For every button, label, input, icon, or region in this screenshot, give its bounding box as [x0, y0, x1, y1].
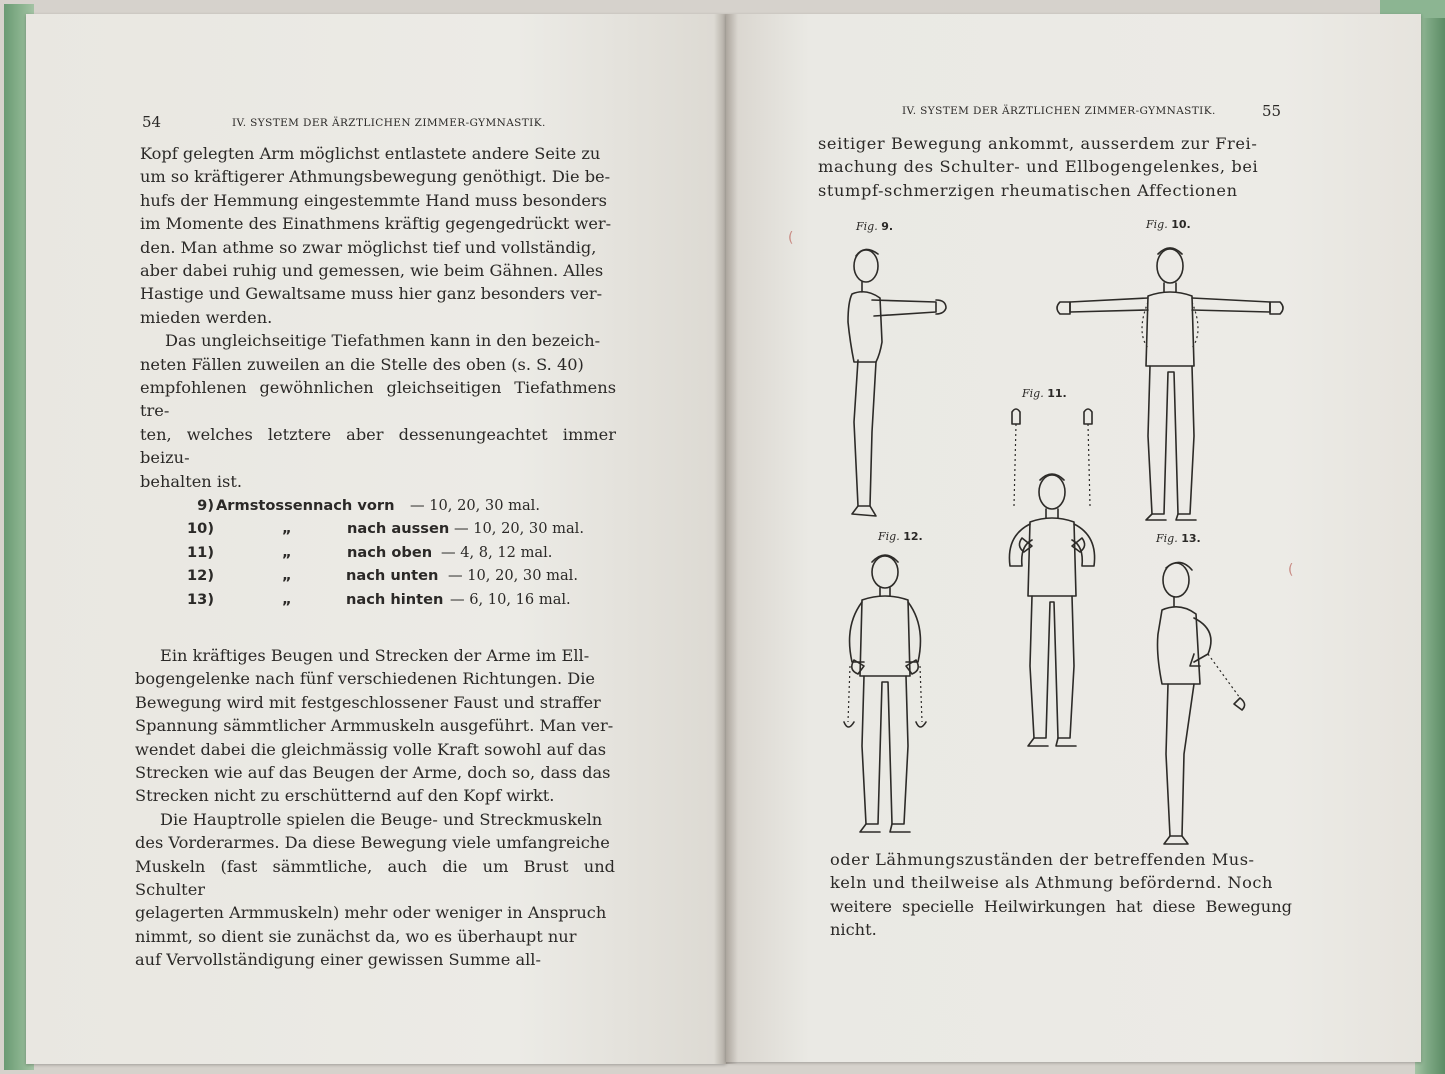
- paragraph-top: [818, 132, 1286, 202]
- exercise-row: [174, 588, 624, 611]
- man-arms-down-figure: [830, 546, 940, 838]
- exercise-direction: nach aussen: [347, 520, 450, 538]
- text-line: stumpf-schmerzigen rheumatischen Affectionen: [818, 180, 1238, 200]
- text-line: Strecken wie auf das Beugen der Arme, doch so, dass das: [135, 763, 611, 783]
- figure-label-13: Fig. 13.: [1156, 532, 1201, 545]
- text-line: keln und theilweise als Athmung befördernd. Noch: [830, 873, 1273, 893]
- text-line: Muskeln (fast sämmtliche, auch die um Brust und Schulter: [135, 856, 615, 900]
- pencil-mark: (: [1288, 562, 1294, 578]
- exercise-number: 13): [187, 590, 214, 608]
- page-number: 55: [1262, 102, 1282, 120]
- text-line: um so kräftigerer Athmungsbewegung genöthigt. Die be-: [140, 167, 611, 187]
- exercise-name: Armstossen: [216, 497, 314, 514]
- man-arm-backward-figure: [1136, 554, 1266, 848]
- exercise-list: [174, 494, 624, 611]
- text-line: des Vorderarmes. Da diese Bewegung viele umfangreiche: [135, 833, 610, 853]
- ditto-mark: „: [282, 543, 292, 561]
- running-head: IV. SYSTEM DER ÄRZTLICHEN ZIMMER-GYMNASTIK.: [232, 117, 546, 129]
- text-line: empfohlenen gewöhnlichen gleichseitigen Tiefathmens tre-: [140, 378, 616, 421]
- text-line: oder Lähmungszuständen der betreffenden Mus-: [830, 850, 1255, 869]
- left-page: [26, 14, 726, 1064]
- running-head: IV. SYSTEM DER ÄRZTLICHEN ZIMMER-GYMNASTIK.: [902, 105, 1216, 117]
- text-line: bogengelenke nach fünf verschiedenen Richtungen. Die: [135, 669, 595, 689]
- text-line: auf Vervollständigung einer gewissen Summe all-: [135, 950, 541, 970]
- ditto-mark: „: [282, 520, 292, 538]
- text-line: aber dabei ruhig und gemessen, wie beim Gähnen. Alles: [140, 261, 604, 281]
- exercise-number: 11): [187, 543, 214, 561]
- text-line: im Momente des Einathmens kräftig gegengedrückt wer-: [140, 214, 612, 234]
- text-line: neten Fällen zuweilen an die Stelle des oben (s. S. 40): [140, 354, 584, 374]
- page-number: 54: [142, 113, 162, 131]
- text-line: Strecken nicht zu erschütternd auf den Kopf wirkt.: [135, 786, 555, 806]
- text-line: seitiger Bewegung ankommt, ausserdem zur Frei-: [818, 134, 1258, 153]
- exercise-reps: — 10, 20, 30 mal.: [448, 567, 578, 585]
- exercise-direction: nach oben: [347, 543, 433, 561]
- right-page: [726, 14, 1421, 1062]
- text-line: Spannung sämmtlicher Armmuskeln ausgeführt. Man ver-: [135, 716, 614, 736]
- paragraph-bottom: [830, 848, 1292, 942]
- paragraph-breathing: [140, 142, 616, 493]
- text-line: mieden werden.: [140, 307, 273, 327]
- exercise-row: [174, 564, 624, 587]
- exercise-number: 9): [197, 497, 214, 514]
- text-line: Bewegung wird mit festgeschlossener Faust und straffer: [135, 692, 601, 712]
- man-arm-forward-figure: [836, 242, 966, 522]
- paragraph-exercise-description: [135, 644, 615, 972]
- exercise-row: [174, 541, 624, 564]
- exercise-number: 10): [187, 520, 214, 538]
- figure-label-11: Fig. 11.: [1022, 387, 1067, 400]
- ditto-mark: „: [282, 590, 292, 608]
- text-line: weitere specielle Heilwirkungen hat diese Bewegung nicht.: [830, 896, 1292, 940]
- book-gutter: [714, 14, 738, 1064]
- text-line: behalten ist.: [140, 471, 242, 491]
- figure-label-10: Fig. 10.: [1146, 218, 1191, 231]
- text-line: Ein kräftiges Beugen und Strecken der Arme im Ell-: [160, 646, 590, 665]
- text-line: den. Man athme so zwar möglichst tief und vollständig,: [140, 237, 597, 257]
- text-line: nimmt, so dient sie zunächst da, wo es überhaupt nur: [135, 926, 577, 946]
- text-line: machung des Schulter- und Ellbogengelenkes, bei: [818, 157, 1259, 177]
- text-line: hufs der Hemmung eingestemmte Hand muss besonders: [140, 190, 607, 210]
- text-line: wendet dabei die gleichmässig volle Kraft sowohl auf das: [135, 739, 607, 759]
- exercise-direction: nach hinten: [346, 590, 444, 608]
- text-line: Die Hauptrolle spielen die Beuge- und Streckmuskeln: [160, 809, 603, 829]
- text-line: gelagerten Armmuskeln) mehr oder weniger in Anspruch: [135, 903, 607, 923]
- exercise-reps: — 10, 20, 30 mal.: [454, 520, 584, 538]
- text-line: Hastige und Gewaltsame muss hier ganz besonders ver-: [140, 284, 603, 304]
- text-line: ten, welches letztere aber dessenungeachtet immer beizu-: [140, 424, 616, 468]
- exercise-reps: — 10, 20, 30 mal.: [410, 497, 540, 514]
- figure-label-9: Fig. 9.: [856, 220, 894, 233]
- text-line: Das ungleichseitige Tiefathmen kann in den bezeich-: [165, 331, 601, 351]
- pencil-mark: (: [788, 230, 794, 246]
- figure-label-12: Fig. 12.: [878, 530, 923, 543]
- exercise-number: 12): [187, 567, 214, 585]
- ditto-mark: „: [282, 567, 292, 585]
- exercise-row: [174, 494, 624, 517]
- man-arms-up-figure: [992, 406, 1112, 752]
- exercise-row: [174, 517, 624, 540]
- exercise-direction: nach vorn: [313, 497, 395, 514]
- exercise-reps: — 4, 8, 12 mal.: [441, 543, 553, 561]
- text-line: Kopf gelegten Arm möglichst entlastete andere Seite zu: [140, 144, 601, 163]
- exercise-direction: nach unten: [346, 567, 439, 585]
- exercise-reps: — 6, 10, 16 mal.: [450, 590, 571, 608]
